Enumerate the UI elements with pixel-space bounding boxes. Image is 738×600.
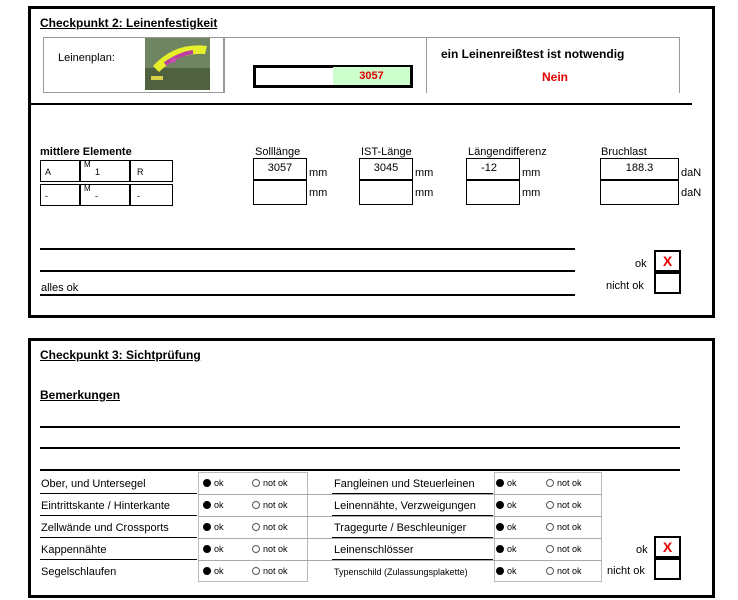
radio-selected-icon (203, 523, 211, 531)
radio-unselected-icon (546, 523, 554, 531)
radio-ok-label: ok (214, 566, 224, 576)
item-right-underline (332, 559, 493, 560)
item-left-ok-radio[interactable] (203, 500, 224, 510)
diff-unit-1: mm (522, 167, 541, 179)
item-left-label: Zellwände und Crossports (41, 522, 169, 534)
radio-notok-label: not ok (263, 566, 288, 576)
remark-line-3 (40, 294, 575, 296)
item-right-ok-radio[interactable] (496, 566, 517, 576)
element-r-1: R (137, 167, 144, 177)
ist-field-2[interactable] (359, 180, 413, 205)
paraglider-thumbnail-image (145, 38, 210, 90)
element-a-1: A (45, 167, 52, 177)
test-required-value: Nein (542, 70, 569, 84)
soll-value-1: 3057 (267, 162, 293, 174)
cp3-not-ok-label: nicht ok (607, 565, 645, 577)
cp3-remark-line-3 (40, 469, 680, 471)
item-right-notok-radio[interactable] (546, 566, 582, 576)
radio-unselected-icon (546, 501, 554, 509)
ist-value-1: 3045 (373, 162, 399, 174)
bruch-header: Bruchlast (601, 146, 647, 158)
radio-selected-icon (496, 501, 504, 509)
radio-unselected-icon (546, 567, 554, 575)
radio-unselected-icon (252, 523, 260, 531)
remark-text: alles ok (41, 282, 79, 294)
item-right-label: Leinenschlösser (334, 544, 414, 556)
item-left-label: Ober, und Untersegel (41, 478, 146, 490)
item-left-label: Eintrittskante / Hinterkante (41, 500, 171, 512)
element-m-1: M (84, 160, 91, 169)
radio-selected-icon (203, 545, 211, 553)
ist-unit-2: mm (415, 187, 434, 199)
soll-unit-2: mm (309, 187, 328, 199)
item-left-ok-radio[interactable] (203, 544, 224, 554)
item-left-notok-radio[interactable] (252, 566, 288, 576)
cp2-ok-checkbox[interactable] (654, 250, 681, 272)
cp3-ok-checkbox[interactable] (654, 536, 681, 558)
radio-selected-icon (496, 479, 504, 487)
item-left-notok-radio[interactable] (252, 522, 288, 532)
radio-unselected-icon (252, 545, 260, 553)
header-bottom-rule (30, 103, 692, 105)
item-right-notok-radio[interactable] (546, 500, 582, 510)
remarks-heading: Bemerkungen (40, 388, 121, 402)
radio-ok-label: ok (507, 522, 517, 532)
item-right-notok-radio[interactable] (546, 544, 582, 554)
soll-unit-1: mm (309, 167, 328, 179)
item-right-ok-radio[interactable] (496, 500, 517, 510)
radio-selected-icon (496, 545, 504, 553)
radio-ok-label: ok (214, 544, 224, 554)
cp3-ok-label: ok (636, 544, 648, 556)
item-right-notok-radio[interactable] (546, 478, 582, 488)
cp2-ok-mark: X (662, 253, 673, 269)
cp2-not-ok-label: nicht ok (606, 280, 644, 292)
item-left-underline (40, 559, 197, 560)
item-left-underline (40, 537, 197, 538)
radio-ok-label: ok (507, 500, 517, 510)
item-right-underline (332, 493, 493, 494)
radio-notok-label: not ok (557, 500, 582, 510)
element-n-1: 1 (95, 167, 101, 177)
diff-value-1: -12 (481, 162, 497, 174)
radio-ok-label: ok (214, 500, 224, 510)
radio-ok-label: ok (214, 478, 224, 488)
radio-selected-icon (203, 567, 211, 575)
bruch-value-1: 188.3 (625, 162, 654, 174)
diff-unit-2: mm (522, 187, 541, 199)
item-right-notok-radio[interactable] (546, 522, 582, 532)
grid-row-line-3 (198, 538, 602, 539)
radio-ok-label: ok (214, 522, 224, 532)
radio-notok-label: not ok (557, 566, 582, 576)
header-frame-top (224, 37, 679, 38)
cp3-ok-mark: X (662, 539, 673, 555)
cp3-remark-line-1 (40, 426, 680, 428)
bruch-unit-2: daN (681, 187, 702, 199)
elements-label: mittlere Elemente (40, 146, 132, 158)
item-left-ok-radio[interactable] (203, 522, 224, 532)
ist-unit-1: mm (415, 167, 434, 179)
remark-line-1 (40, 248, 575, 250)
radio-selected-icon (496, 523, 504, 531)
diff-header: Längendifferenz (468, 146, 547, 158)
checkpoint2-title: Checkpunkt 2: Leinenfestigkeit (40, 16, 218, 30)
radio-notok-label: not ok (557, 544, 582, 554)
soll-header: Solllänge (255, 146, 301, 158)
element-a-2: - (45, 191, 48, 201)
item-right-underline (332, 515, 493, 516)
radio-notok-label: not ok (263, 500, 288, 510)
radio-unselected-icon (546, 545, 554, 553)
header-frame-right (679, 37, 680, 93)
item-right-label: Typenschild (Zulassungsplakette) (334, 567, 468, 577)
radio-selected-icon (203, 501, 211, 509)
radio-ok-label: ok (507, 566, 517, 576)
item-left-notok-radio[interactable] (252, 500, 288, 510)
radio-notok-label: not ok (263, 478, 288, 488)
plan-value-field[interactable] (333, 67, 410, 85)
radio-unselected-icon (252, 479, 260, 487)
item-right-ok-radio[interactable] (496, 544, 517, 554)
radio-selected-icon (203, 479, 211, 487)
leinenplan-label: Leinenplan: (58, 52, 115, 64)
radio-ok-label: ok (507, 544, 517, 554)
radio-notok-label: not ok (263, 522, 288, 532)
bruch-field-2[interactable] (600, 180, 679, 205)
ist-header: IST-Länge (361, 146, 412, 158)
diff-field-2[interactable] (466, 180, 520, 205)
item-left-underline (40, 515, 197, 516)
element-n-2: - (95, 191, 98, 201)
cp2-ok-label: ok (635, 258, 647, 270)
item-left-notok-radio[interactable] (252, 478, 288, 488)
item-left-label: Kappennähte (41, 544, 107, 556)
item-right-label: Tragegurte / Beschleuniger (334, 522, 467, 534)
grid-row-line-4 (198, 560, 602, 561)
item-left-ok-radio[interactable] (203, 566, 224, 576)
cp3-not-ok-checkbox[interactable] (654, 558, 681, 580)
remark-line-2 (40, 270, 575, 272)
grid-row-line-1 (198, 494, 602, 495)
item-right-ok-radio[interactable] (496, 478, 517, 488)
cp3-remark-line-2 (40, 447, 680, 449)
grid-row-line-2 (198, 516, 602, 517)
radio-ok-label: ok (507, 478, 517, 488)
plan-value-text: 3057 (359, 70, 384, 82)
radio-unselected-icon (252, 501, 260, 509)
cp2-not-ok-checkbox[interactable] (654, 272, 681, 294)
item-left-underline (40, 493, 197, 494)
header-divider-right (426, 37, 427, 93)
element-m-2: M (84, 184, 91, 193)
soll-field-2[interactable] (253, 180, 307, 205)
item-right-label: Leinennähte, Verzweigungen (334, 500, 476, 512)
radio-unselected-icon (546, 479, 554, 487)
item-right-label: Fangleinen und Steuerleinen (334, 478, 475, 490)
header-divider-left (224, 37, 225, 93)
item-left-ok-radio[interactable] (203, 478, 224, 488)
radio-notok-label: not ok (263, 544, 288, 554)
bruch-unit-1: daN (681, 167, 702, 179)
radio-unselected-icon (252, 567, 260, 575)
item-right-underline (332, 537, 493, 538)
radio-selected-icon (496, 567, 504, 575)
item-right-ok-radio[interactable] (496, 522, 517, 532)
element-r-2: - (137, 191, 140, 201)
radio-notok-label: not ok (557, 522, 582, 532)
item-left-label: Segelschlaufen (41, 566, 117, 578)
radio-notok-label: not ok (557, 478, 582, 488)
item-left-notok-radio[interactable] (252, 544, 288, 554)
test-required-label: ein Leinenreißtest ist notwendig (441, 47, 625, 61)
checkpoint3-title: Checkpunkt 3: Sichtprüfung (40, 348, 201, 362)
